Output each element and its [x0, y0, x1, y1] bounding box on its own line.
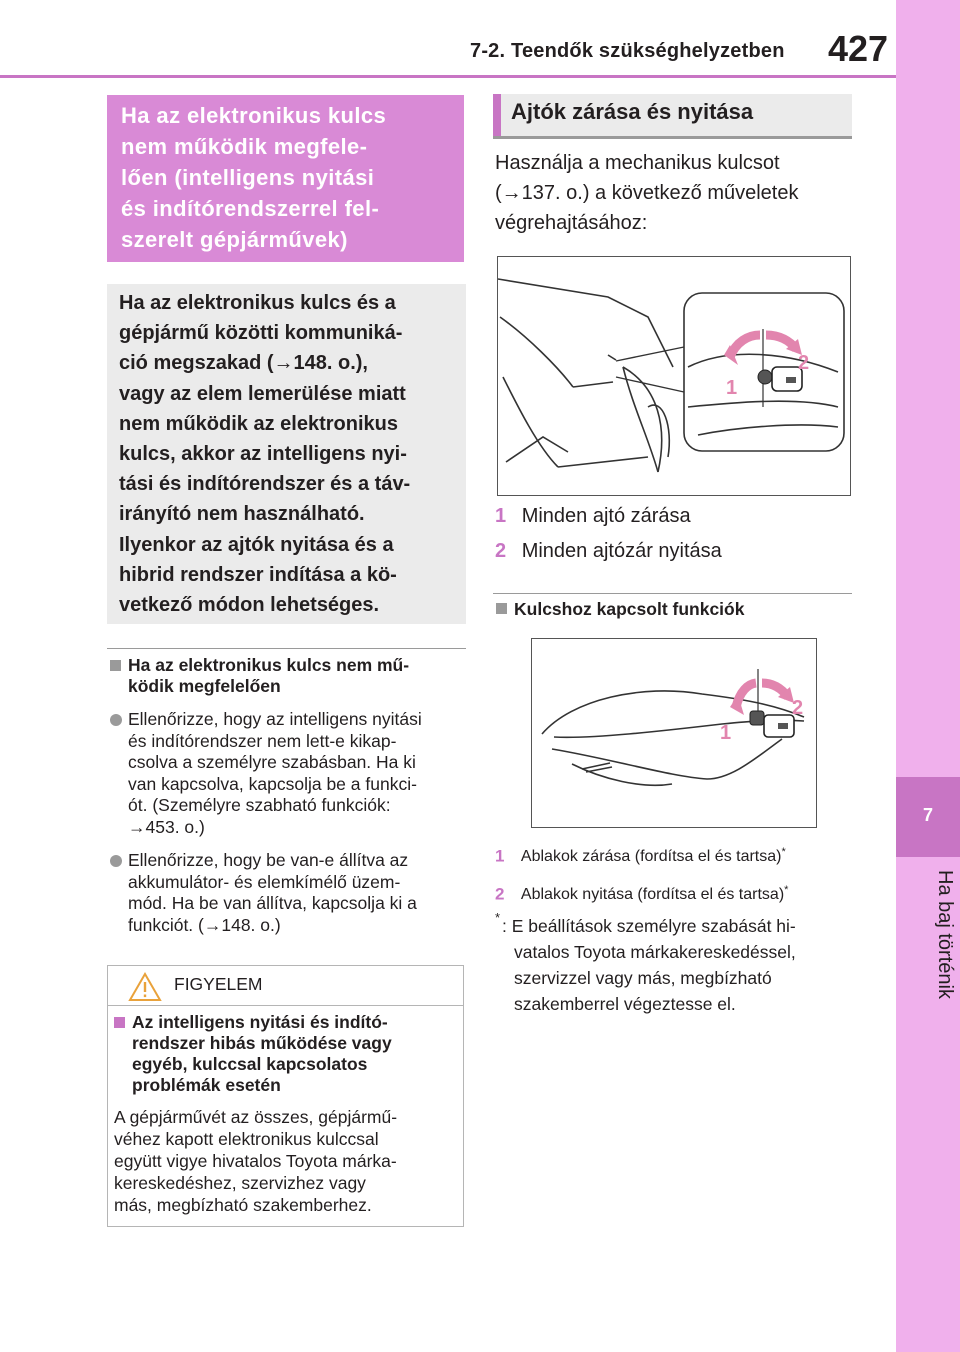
- caution-subhead-line: Az intelligens nyitási és indító-: [132, 1012, 388, 1032]
- right-heading-underline: [493, 136, 852, 139]
- intro-line: végrehajtásához:: [495, 212, 648, 234]
- figure-label-1: 1: [720, 722, 732, 744]
- footnote-line: szakemberrel végeztesse el.: [514, 994, 736, 1014]
- key-window-illustration: [531, 638, 817, 828]
- bullet-line: Ellenőrizze, hogy be van-e állítva az: [128, 850, 409, 870]
- footnote-line: szervizzel vagy más, megbízható: [514, 968, 772, 988]
- step-text: Ablakok zárása (fordítsa el és tartsa): [520, 848, 782, 866]
- caution-divider: [108, 1005, 463, 1006]
- info-line: irányító nem használható.: [119, 503, 365, 526]
- info-line: hibrid rendszer indítása a kö-: [119, 563, 397, 586]
- footnote: [502, 913, 852, 1017]
- bullet-line: akkumulátor- és elemkímélő üzem-: [128, 871, 401, 892]
- caution-body-line: más, megbízható szakemberhez.: [114, 1195, 372, 1215]
- bullet-paragraph: [128, 709, 464, 838]
- footnote-reference: *: [781, 846, 786, 858]
- step-number: 1: [495, 505, 507, 527]
- footnote-line: vatalos Toyota márkakereskedéssel,: [514, 942, 796, 962]
- small-step-item: [495, 841, 786, 868]
- caution-body-line: A gépjárművét az összes, gépjármű-: [114, 1107, 398, 1127]
- round-bullet-icon: [110, 714, 122, 726]
- heading-line: és indítórendszerrel fel-: [121, 196, 380, 221]
- section-heading: [121, 100, 457, 255]
- caution-title: FIGYELEM: [174, 974, 263, 994]
- step-text: Minden ajtó zárása: [521, 505, 691, 527]
- step-item: [495, 501, 691, 531]
- info-line: nem működik az elektronikus: [119, 412, 398, 435]
- bullet-line: csolva a személyre szabásban. Ha ki: [128, 752, 416, 772]
- step-number: 2: [495, 540, 507, 562]
- step-text: Minden ajtózár nyitása: [521, 540, 722, 562]
- heading-line: Ha az elektronikus kulcs: [121, 103, 387, 128]
- bullet-line: funkciót. (→148. o.): [128, 914, 281, 935]
- step-text: Ablakok nyitása (fordítsa el és tartsa): [520, 886, 785, 904]
- bullet-line: mód. Ha be van állítva, kapcsolja ki a: [128, 893, 417, 913]
- section-divider: [107, 648, 466, 649]
- info-text: [119, 288, 455, 620]
- round-bullet-icon: [110, 855, 122, 867]
- bullet-line: és indítórendszer nem lett-e kikap-: [128, 730, 397, 751]
- info-line: vetkező módon lehetséges.: [119, 594, 380, 617]
- footnote-mark: *: [495, 910, 501, 925]
- page-number: 427: [828, 28, 889, 69]
- warning-triangle-icon: [128, 972, 162, 1002]
- caution-subhead-line: rendszer hibás működése vagy: [132, 1033, 392, 1053]
- caution-body-line: együtt vigye hivatalos Toyota márka-: [114, 1151, 397, 1171]
- subhead-line: ködik megfelelően: [128, 676, 281, 696]
- small-step-item: [495, 879, 788, 906]
- info-line: tási és indítórendszer és a táv-: [119, 473, 411, 496]
- caution-body-line: kereskedéshez, szervizhez vagy: [114, 1173, 366, 1193]
- header-rule: [0, 75, 896, 78]
- info-line: gépjármű közötti kommuniká-: [119, 322, 403, 345]
- figure-label-2: 2: [792, 697, 804, 719]
- right-heading: Ajtók zárása és nyitása: [511, 99, 754, 124]
- door-lock-illustration: [497, 256, 851, 496]
- bullet-line: →453. o.): [128, 816, 205, 837]
- square-bullet-icon: [114, 1017, 125, 1028]
- chapter-tab-label: Ha baj történik: [934, 870, 956, 999]
- heading-line: lően (intelligens nyitási: [121, 165, 375, 190]
- square-bullet-icon: [110, 660, 121, 671]
- subsection-heading: Kulcshoz kapcsolt funkciók: [514, 599, 745, 619]
- step-number: 1: [495, 846, 505, 866]
- side-tab-strip: [896, 0, 960, 1352]
- step-item: [495, 536, 722, 566]
- figure-label-1: 1: [726, 377, 738, 399]
- caution-subhead-line: egyéb, kulccsal kapcsolatos: [132, 1054, 368, 1074]
- subhead-line: Ha az elektronikus kulcs nem mű-: [128, 655, 410, 675]
- bullet-line: van kapcsolva, kapcsolja be a funkci-: [128, 773, 417, 794]
- figure-label-2: 2: [798, 352, 810, 374]
- chapter-title: 7-2. Teendők szükséghelyzetben: [470, 40, 785, 62]
- subsection-heading: [128, 655, 464, 697]
- intro-paragraph: [495, 148, 855, 238]
- intro-line: Használja a mechanikus kulcsot: [495, 152, 780, 174]
- info-line: vagy az elem lemerülése miatt: [119, 382, 406, 405]
- bullet-line: Ellenőrizze, hogy az intelligens nyitási: [128, 709, 422, 729]
- info-line: kulcs, akkor az intelligens nyi-: [119, 443, 407, 466]
- square-bullet-icon: [496, 603, 507, 614]
- footnote-line: : E beállítások személyre szabását hi-: [502, 916, 796, 936]
- chapter-tab-number: 7: [922, 805, 933, 825]
- info-line: ció megszakad (→148. o.),: [119, 352, 368, 375]
- door-handle-key-drawing: [532, 639, 816, 827]
- caution-subheading: [132, 1012, 452, 1096]
- intro-line: (→137. o.) a következő műveletek: [495, 182, 799, 204]
- info-line: Ha az elektronikus kulcs és a: [119, 292, 396, 314]
- bullet-line: ót. (Személyre szabható funkciók:: [128, 795, 391, 815]
- info-line: Ilyenkor az ajtók nyitása és a: [119, 533, 394, 556]
- section-divider: [493, 593, 852, 594]
- caution-body-line: véhez kapott elektronikus kulccsal: [114, 1129, 379, 1149]
- caution-body: [114, 1106, 459, 1216]
- step-number: 2: [495, 884, 505, 904]
- car-door-key-drawing: [498, 257, 850, 495]
- caution-subhead-line: problémák esetén: [132, 1075, 281, 1095]
- heading-line: nem működik megfele-: [121, 134, 368, 159]
- right-heading-accent: [493, 94, 501, 138]
- bullet-paragraph: [128, 850, 464, 936]
- footnote-reference: *: [784, 884, 789, 896]
- heading-line: szerelt gépjárművek): [121, 227, 348, 252]
